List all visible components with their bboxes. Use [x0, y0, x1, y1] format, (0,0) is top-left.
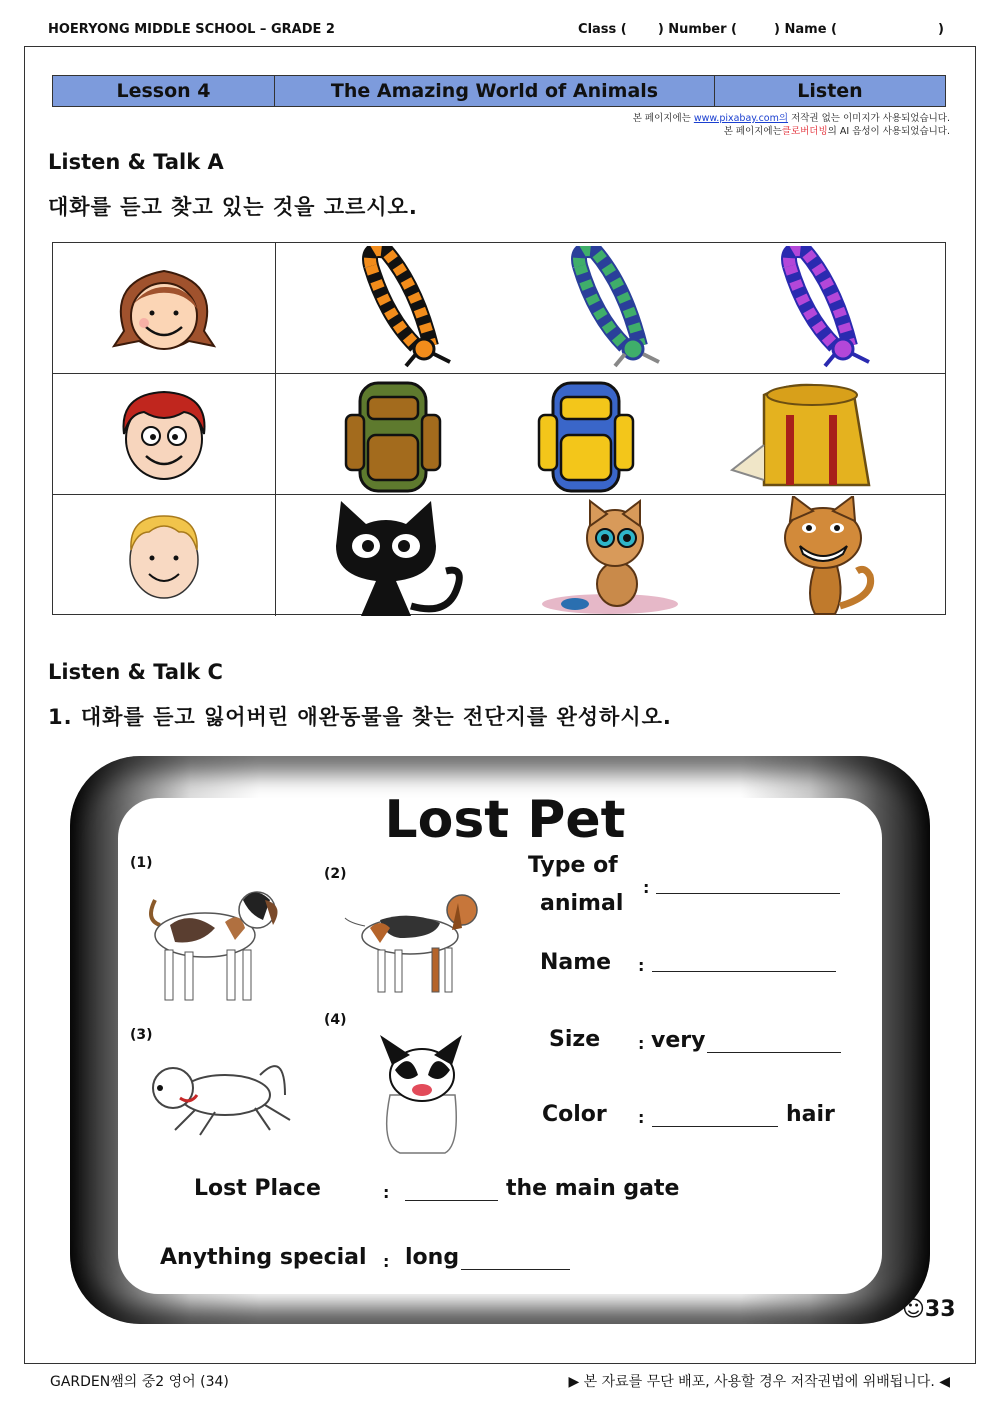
number-label: ) Number (	[657, 22, 737, 37]
credit-text: 의 AI 음성이 사용되었습니다.	[827, 126, 950, 137]
class-label: Class (	[578, 22, 627, 37]
lost-place-label: Lost Place	[194, 1176, 321, 1201]
size-answer-line[interactable]	[707, 1052, 841, 1053]
credit-text: 본 페이지에는	[632, 113, 691, 124]
section-c-title: Listen & Talk C	[48, 660, 223, 684]
size-label: Size	[549, 1027, 601, 1052]
purple-scarf-icon[interactable]	[765, 246, 875, 371]
boy-blonde-cell	[53, 495, 276, 616]
pixabay-link[interactable]: www.pixabay.com의	[693, 113, 789, 124]
cat-options	[276, 495, 945, 616]
lesson-number: Lesson 4	[53, 76, 275, 106]
colon: :	[383, 1252, 390, 1271]
poster-title: Lost Pet	[384, 790, 626, 850]
girl-face-cell	[53, 243, 276, 374]
orange-scarf-icon[interactable]	[346, 246, 456, 371]
blonde-boy-face-icon	[119, 508, 209, 603]
page-header	[48, 22, 944, 37]
color-answer-line[interactable]	[652, 1126, 778, 1127]
anything-special-label: Anything special	[160, 1245, 367, 1270]
choice-grid	[52, 242, 946, 615]
yellow-backpack-icon[interactable]	[724, 375, 884, 493]
name-label: ) Name (	[774, 22, 837, 37]
poster-panel	[118, 798, 882, 1294]
colon: :	[638, 1108, 645, 1127]
green-backpack-icon[interactable]	[338, 375, 448, 493]
name-answer-line[interactable]	[652, 971, 836, 972]
beagle-dog-2-icon	[340, 888, 490, 998]
boston-terrier-icon	[370, 1035, 470, 1155]
beagle-dog-1-icon	[145, 880, 290, 1005]
type-answer-line[interactable]	[656, 893, 840, 894]
green-scarf-icon[interactable]	[555, 246, 665, 371]
footer-left: GARDEN쌤의 중2 영어 (34)	[50, 1374, 229, 1390]
scarf-options	[276, 243, 945, 374]
lesson-skill: Listen	[797, 80, 863, 102]
student-info	[578, 22, 944, 37]
colon: :	[383, 1183, 390, 1202]
color-label: Color	[542, 1102, 607, 1127]
image-credits	[633, 112, 950, 138]
blue-backpack-icon[interactable]	[531, 375, 641, 493]
name-label: Name	[540, 950, 612, 975]
page-footer	[50, 1371, 950, 1391]
dog-number-3: (3)	[130, 1027, 153, 1043]
special-answer-line[interactable]	[461, 1269, 570, 1270]
girl-face-icon	[104, 261, 224, 356]
size-prefix: very	[651, 1028, 706, 1053]
section-a-instruction: 대화를 듣고 찾고 있는 것을 고르시오.	[48, 195, 418, 219]
credit-text: 본 페이지에는	[723, 126, 782, 137]
colon: :	[638, 956, 645, 975]
dog-number-4: (4)	[324, 1012, 347, 1028]
lesson-bar	[52, 75, 946, 107]
type-label-line2: animal	[540, 891, 624, 916]
school-name: HOERYONG MIDDLE SCHOOL – GRADE 2	[48, 22, 335, 37]
lesson-title: The Amazing World of Animals	[275, 76, 715, 106]
colon: :	[638, 1034, 645, 1053]
section-a-title: Listen & Talk A	[48, 150, 224, 174]
color-suffix: hair	[786, 1102, 835, 1127]
tabby-kitten-icon[interactable]	[535, 496, 685, 616]
special-prefix: long	[405, 1245, 460, 1270]
dog-number-2: (2)	[324, 866, 347, 882]
black-cat-icon[interactable]	[326, 496, 476, 616]
lost-place-answer-line[interactable]	[405, 1200, 498, 1201]
section-c-instruction: 1. 대화를 듣고 잃어버린 애완동물을 찾는 전단지를 완성하시오.	[48, 705, 672, 729]
type-label-line1: Type of	[528, 853, 618, 878]
grinning-cat-icon[interactable]	[745, 496, 895, 616]
clover-dubbing-name: 클로버더빙	[781, 126, 828, 137]
page-number: ☺33	[902, 1297, 956, 1322]
credit-text: 저작권 없는 이미지가 사용되었습니다.	[791, 113, 950, 124]
lost-place-suffix: the main gate	[506, 1176, 680, 1201]
boy-redhair-cell	[53, 374, 276, 495]
backpack-options	[276, 374, 945, 495]
redhair-boy-face-icon	[114, 384, 214, 484]
copyright-notice: ▶ 본 자료를 무단 배포, 사용할 경우 저작권법에 위배됩니다. ◀	[568, 1374, 950, 1390]
white-running-dog-icon	[145, 1050, 295, 1140]
colon: :	[643, 878, 650, 897]
close-paren: )	[938, 22, 944, 37]
dog-number-1: (1)	[130, 855, 153, 871]
